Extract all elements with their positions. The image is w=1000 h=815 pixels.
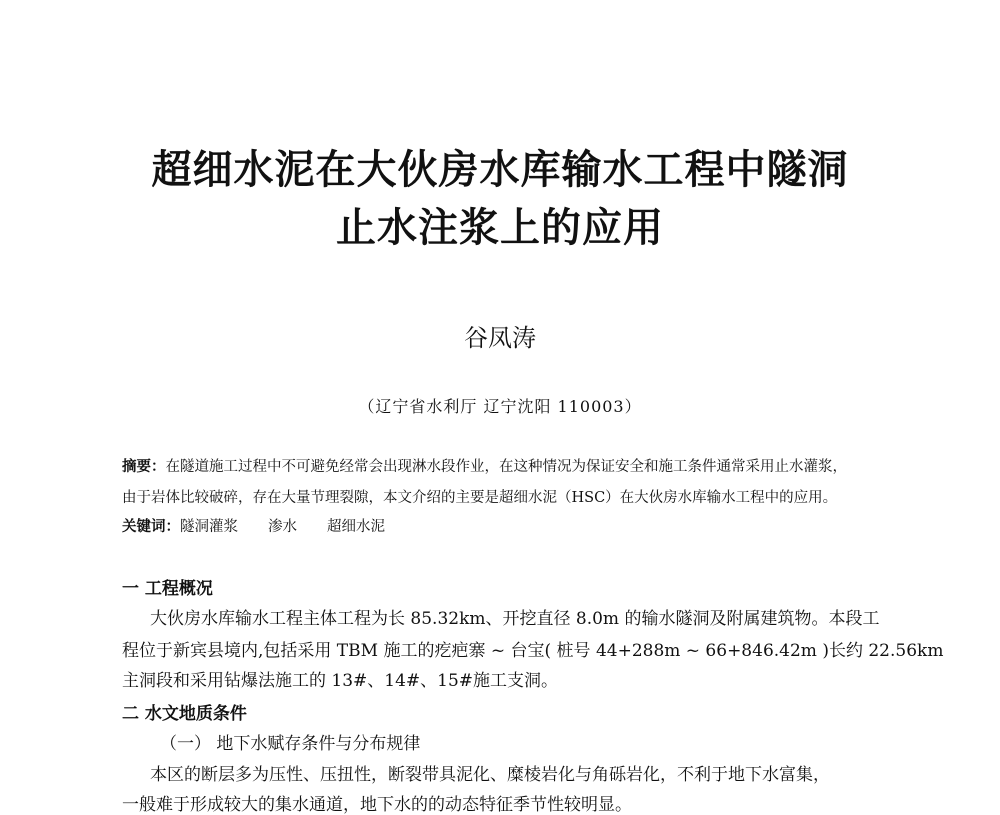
abstract-text-1: 在隧道施工过程中不可避免经常会出现淋水段作业，在这种情况为保证安全和施工条件通常采用止水灌浆， bbox=[165, 459, 847, 475]
keyword-item: 渗水 bbox=[268, 519, 297, 535]
section2-line-1: 本区的断层多为压性、压扭性，断裂带具泥化、糜棱岩化与角砾岩化，不利于地下水富集， bbox=[150, 765, 830, 785]
keyword-item: 超细水泥 bbox=[327, 519, 385, 535]
section1-line-1: 大伙房水库输水工程主体工程为长 85.32km、开挖直径 8.0m 的输水隧洞及附属建筑物。本段工 bbox=[150, 609, 880, 629]
section1-line-3: 主洞段和采用钻爆法施工的 13#、14#、15#施工支洞。 bbox=[122, 671, 559, 691]
section-heading-2: 二 水文地质条件 bbox=[122, 704, 247, 724]
subsection-heading-1: （一） 地下水赋存条件与分布规律 bbox=[160, 734, 421, 754]
section-heading-1: 一 工程概况 bbox=[122, 579, 213, 599]
paper-title-line-1: 超细水泥在大伙房水库输水工程中隧洞 bbox=[151, 147, 849, 193]
abstract-label: 摘要： bbox=[122, 458, 166, 475]
paper-title-line-2: 止水注浆上的应用 bbox=[336, 205, 664, 251]
abstract-line-2: 由于岩体比较破碎，存在大量节理裂隙，本文介绍的主要是超细水泥（HSC）在大伙房水库输水工程中的应用。 bbox=[122, 490, 838, 506]
author-name: 谷凤涛 bbox=[464, 324, 536, 352]
keyword-item: 隧洞灌浆 bbox=[180, 519, 238, 535]
keywords-label: 关键词： bbox=[122, 518, 180, 535]
section1-line-2: 程位于新宾县境内,包括采用 TBM 施工的疙疤寨 ~ 台宝( 桩号 44+288m ~ 66+846.42m )长约 22.56km bbox=[122, 641, 944, 661]
section2-line-2: 一般难于形成较大的集水通道，地下水的的动态特征季节性较明显。 bbox=[122, 795, 632, 815]
abstract-line-1 bbox=[122, 455, 882, 476]
author-affiliation: （辽宁省水利厅 辽宁沈阳 110003） bbox=[358, 397, 642, 416]
keywords bbox=[122, 515, 882, 536]
